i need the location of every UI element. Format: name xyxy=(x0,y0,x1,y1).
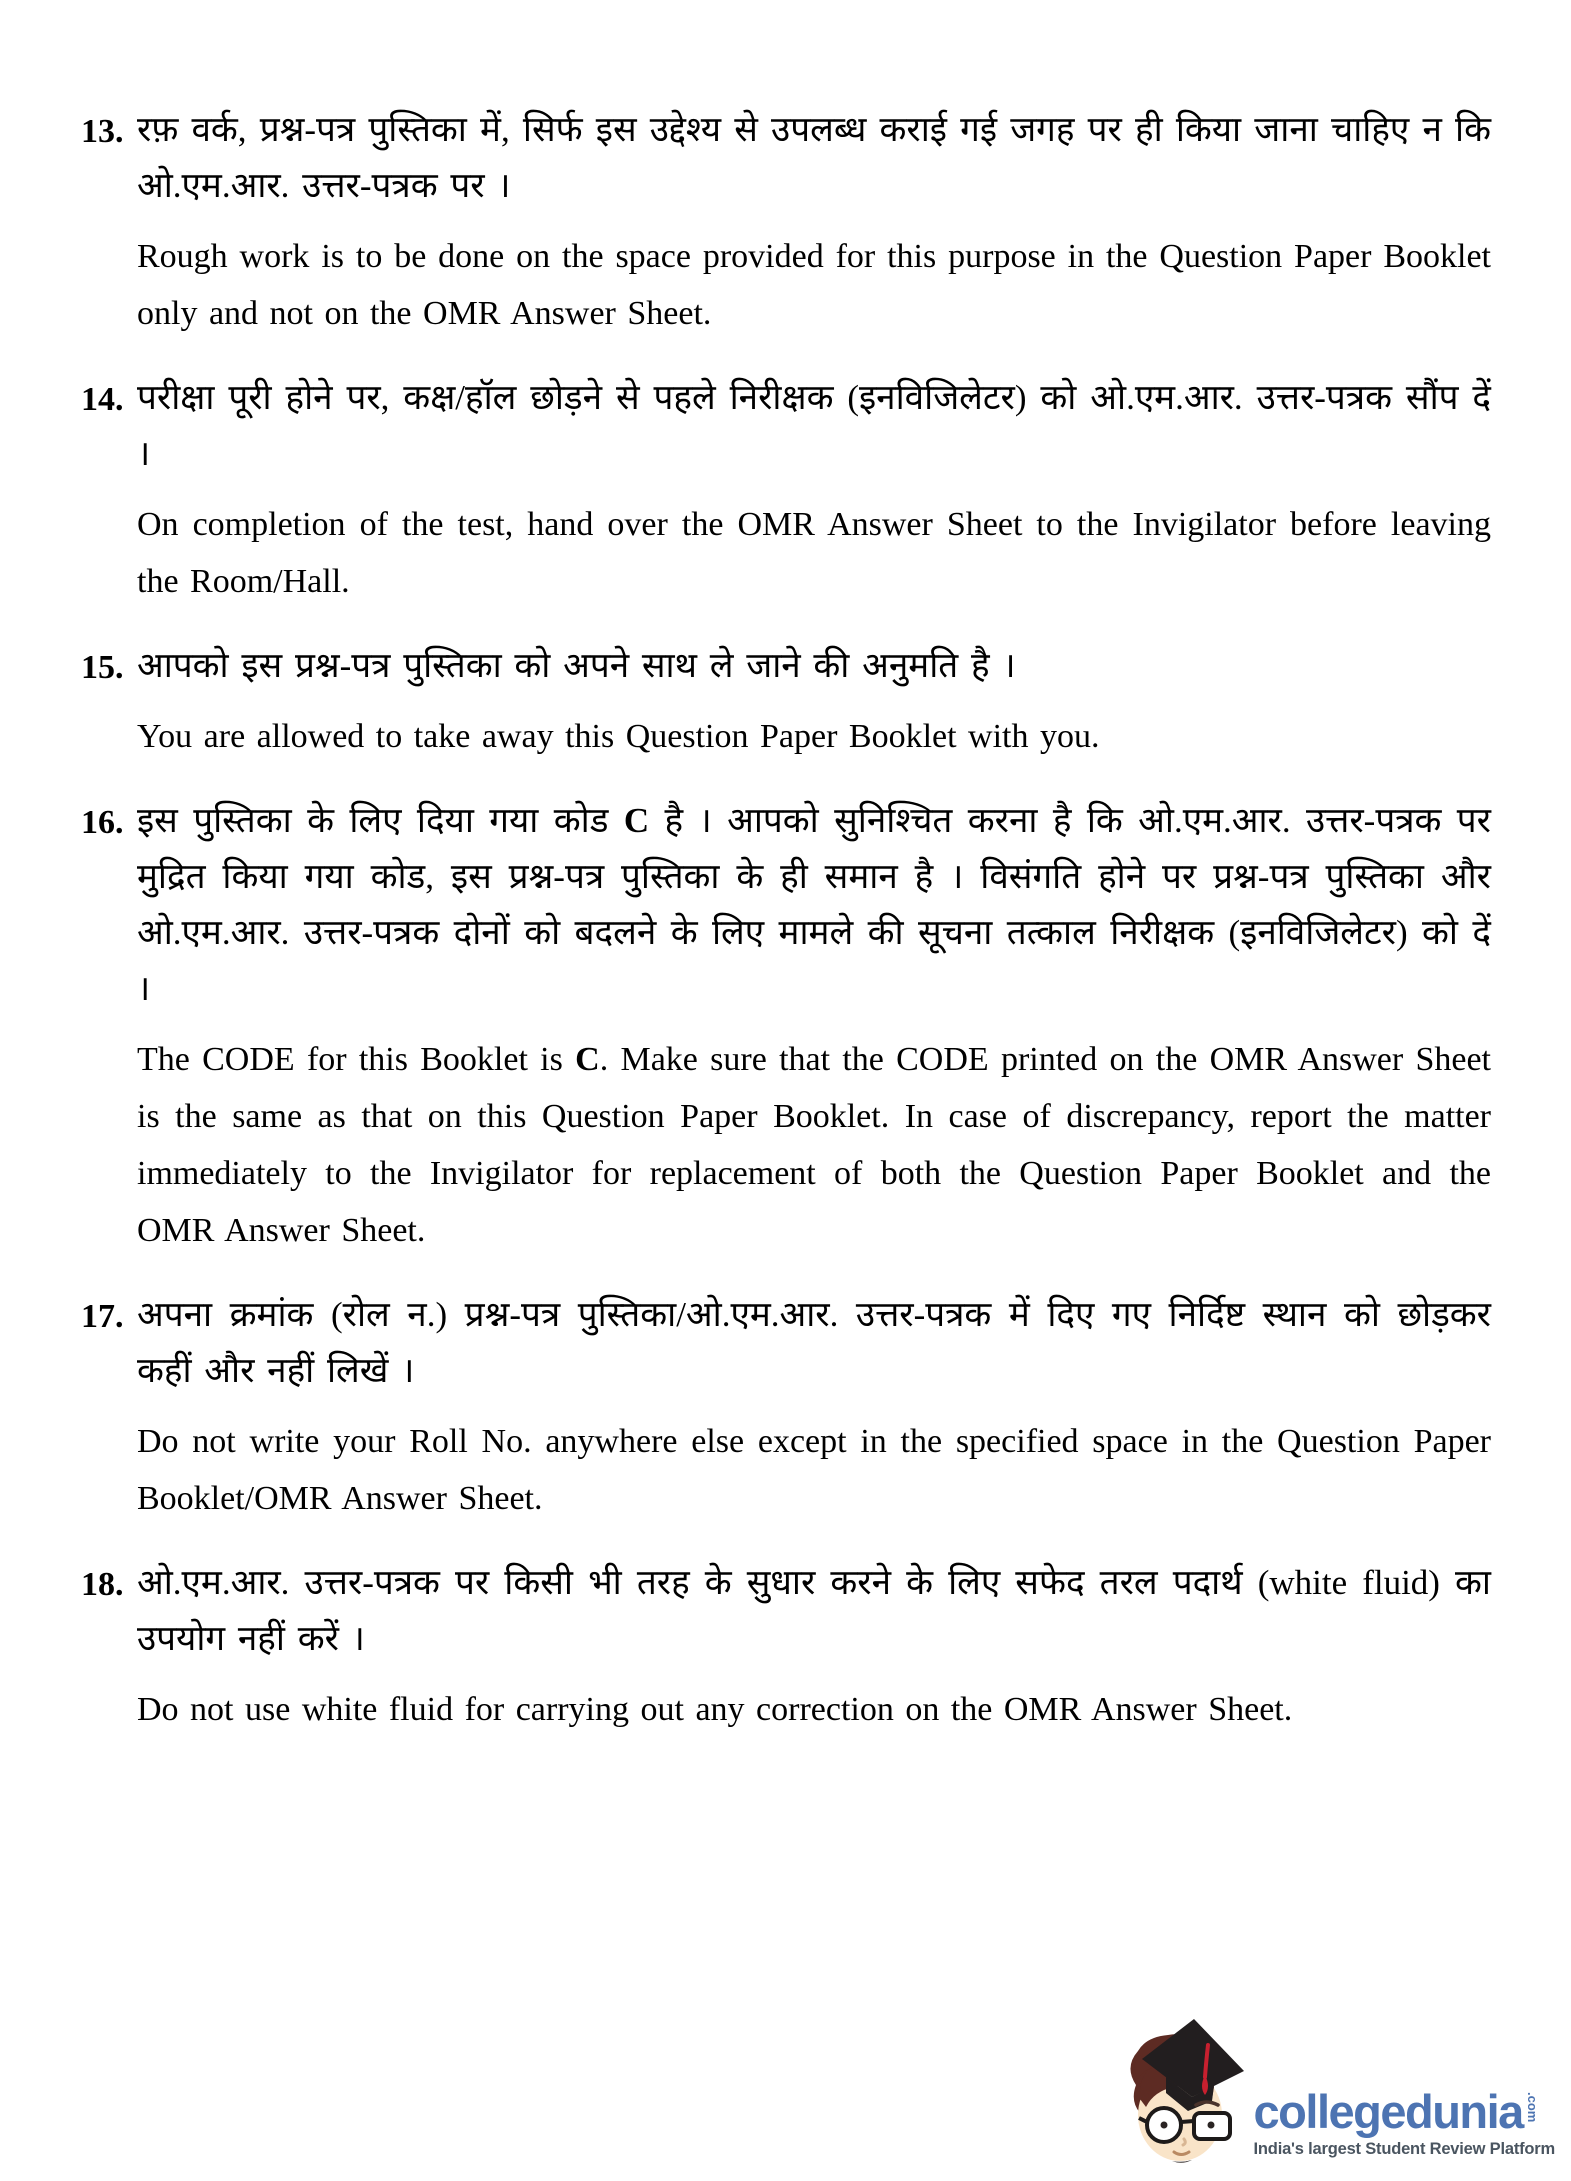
instruction-english-text xyxy=(137,1031,1491,1259)
instructions-list xyxy=(81,102,1491,1766)
instruction-item-14 xyxy=(81,370,1491,610)
brand-domain: .com xyxy=(1524,2092,1540,2123)
instruction-hindi-text xyxy=(137,793,1491,1017)
instruction-number: 13. xyxy=(81,113,124,150)
instruction-hindi-text: रफ़ वर्क, प्रश्न-पत्र पुस्तिका में, सिर्फ इस उद्देश्य से उपलब्ध कराई गई जगह पर ही किया जाना चाहिए न कि ओ.एम.आर. उत्तर-पत्रक पर । xyxy=(137,110,1491,205)
instruction-item-16 xyxy=(81,793,1491,1259)
english-text-post: . Make sure that the CODE printed on the OMR Answer Sheet is the same as that on this Question Paper Booklet. In case of discrepancy, report the matter immediately to the Invigilator for replacement of both the Question Paper Booklet and the OMR Answer Sheet. xyxy=(137,1041,1491,1249)
instruction-item-13 xyxy=(81,102,1491,342)
instruction-item-18 xyxy=(81,1555,1491,1738)
instruction-item-15 xyxy=(81,638,1491,765)
instruction-number: 15. xyxy=(81,649,124,686)
instruction-hindi-text: ओ.एम.आर. उत्तर-पत्रक पर किसी भी तरह के सुधार करने के लिए सफेद तरल पदार्थ (white fluid) का उपयोग नहीं करें । xyxy=(137,1563,1491,1658)
brand-tagline: India's largest Student Review Platform xyxy=(1253,2140,1555,2158)
instruction-number: 16. xyxy=(81,804,124,841)
english-text-pre: The CODE for this Booklet is xyxy=(137,1041,576,1078)
instruction-english-text: You are allowed to take away this Question Paper Booklet with you. xyxy=(137,718,1100,755)
brand-line xyxy=(1253,2085,1555,2138)
instruction-item-17 xyxy=(81,1287,1491,1527)
instruction-hindi-text: अपना क्रमांक (रोल न.) प्रश्न-पत्र पुस्तिका/ओ.एम.आर. उत्तर-पत्रक में दिए गए निर्दिष्ट स्थान को छोड़कर कहीं और नहीं लिखें । xyxy=(137,1295,1491,1390)
booklet-code: C xyxy=(623,801,650,840)
hindi-text-post: है । आपको सुनिश्चित करना है कि ओ.एम.आर. उत्तर-पत्रक पर मुद्रित किया गया कोड, इस प्रश्न-पत्र पुस्तिका के ही समान है । विसंगति होने पर प्रश्न-पत्र पुस्तिका और ओ.एम.आर. उत्तर-पत्रक दोनों को बदलने के लिए मामले की सूचना तत्काल निरीक्षक (इनविजिलेटर) को दें । xyxy=(137,801,1491,1008)
brand-name: collegedunia xyxy=(1253,2085,1523,2138)
booklet-code: C xyxy=(575,1041,600,1078)
collegedunia-mascot-icon xyxy=(1116,2015,1248,2165)
instruction-number: 17. xyxy=(81,1298,124,1335)
instruction-hindi-text: परीक्षा पूरी होने पर, कक्ष/हॉल छोड़ने से पहले निरीक्षक (इनविजिलेटर) को ओ.एम.आर. उत्तर-पत्रक सौंप दें । xyxy=(137,378,1491,473)
hindi-text-pre: इस पुस्तिका के लिए दिया गया कोड xyxy=(137,801,624,840)
instruction-english-text: Do not write your Roll No. anywhere else except in the specified space in the Question Paper Booklet/OMR Answer Sheet. xyxy=(137,1423,1491,1517)
instruction-hindi-text: आपको इस प्रश्न-पत्र पुस्तिका को अपने साथ ले जाने की अनुमति है । xyxy=(137,646,1016,685)
instruction-english-text: Do not use white fluid for carrying out any correction on the OMR Answer Sheet. xyxy=(137,1691,1293,1728)
instruction-number: 18. xyxy=(81,1566,124,1603)
instruction-number: 14. xyxy=(81,381,124,418)
logo-text-block xyxy=(1253,2085,1555,2165)
instruction-english-text: Rough work is to be done on the space provided for this purpose in the Question Paper Booklet only and not on the OMR Answer Sheet. xyxy=(137,238,1491,332)
instruction-english-text: On completion of the test, hand over the OMR Answer Sheet to the Invigilator before leaving the Room/Hall. xyxy=(137,506,1491,600)
collegedunia-logo xyxy=(1116,2015,1555,2165)
